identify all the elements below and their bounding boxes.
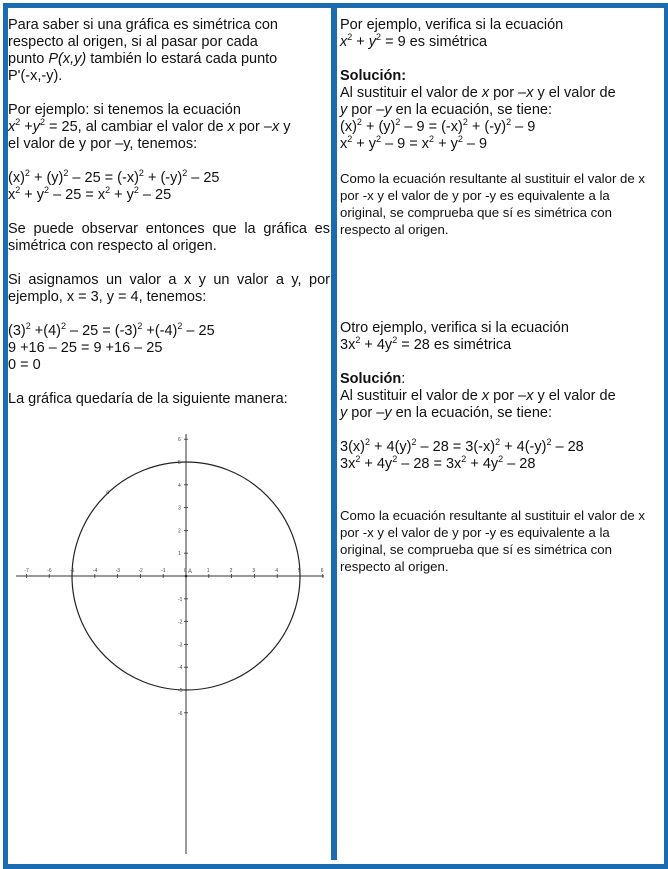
- x-tick-label: -7: [24, 568, 29, 574]
- circle-graph: [8, 430, 326, 858]
- x-tick-label: 4: [275, 568, 278, 574]
- y-tick-label: 6: [178, 437, 181, 444]
- solution1-title: Solución:: [340, 68, 407, 84]
- circle-graph-svg: [8, 430, 326, 858]
- y-tick-label: -1: [178, 596, 183, 603]
- graph-caption: La gráfica quedaría de la siguiente manera:: [8, 391, 288, 407]
- y-tick-label: -2: [178, 619, 183, 626]
- y-tick-label: 3: [178, 505, 181, 512]
- circle-label: c: [106, 489, 110, 496]
- x-tick-label: 0: [184, 568, 187, 574]
- origin-point: [185, 575, 188, 578]
- x-tick-label: -1: [161, 568, 166, 574]
- y-tick-label: 1: [178, 551, 181, 558]
- numeric-equation-2: 9 +16 – 25 = 9 +16 – 25: [8, 340, 163, 356]
- solution2-title: Solución:: [340, 371, 406, 387]
- y-tick-label: -5: [178, 688, 183, 694]
- y-tick-label: -6: [178, 710, 183, 717]
- x-tick-label: -4: [92, 568, 98, 574]
- symmetry-equation-1: $(x)^2 + (y)^2 - 25 = (-x)^2 + (-y)^2 - 25$: [8, 168, 220, 186]
- y-tick-label: -4: [178, 665, 183, 672]
- x-tick-label: 5: [298, 568, 301, 574]
- solution2-equation-1: $3(x)^2 + 4(y)^2 - 28 = 3(-x)^2 + 4(-y)^2 - 28$: [340, 437, 584, 455]
- example-paragraph: Por ejemplo: si tenemos la ecuación $x^2 +y^2 = 25$, al cambiar el valor de x por –x y el valor de y por –y, tenemos:: [8, 102, 291, 152]
- example1-intro: Por ejemplo, verifica si la ecuación $x^2 + y^2 = 9$ es simétrica: [340, 17, 564, 50]
- assign-values-paragraph: Si asignamos un valor a x y un valor a y, por ejemplo, x = 3, y = 4, tenemos:: [8, 272, 330, 305]
- x-tick-label: 2: [229, 568, 233, 574]
- solution1-equation-2: $x^2 + y^2 - 9 = x^2 + y^2 - 9$: [340, 134, 488, 152]
- solution2-text: Al sustituir el valor de x por –x y el valor de y por –y en la ecuación, se tiene:: [340, 388, 616, 421]
- example2-intro: Otro ejemplo, verifica si la ecuación $3x^2 + 4y^2 = 28$ es simétrica: [340, 320, 569, 353]
- x-tick-label: -5: [70, 568, 75, 574]
- conclusion1: Como la ecuación resultante al sustituir el valor de x por -x y el valor de y por -y es equivalente a la original, se comprueba que sí es simétrica con respecto al origen.: [340, 171, 645, 237]
- right-column: [340, 8, 658, 860]
- numeric-equation-3: 0 = 0: [8, 357, 41, 373]
- numeric-equation-1: $(3)^2 +(4)^2 - 25 = (-3)^2 +(-4)^2 - 25$: [8, 321, 215, 339]
- solution1-text: Al sustituir el valor de x por –x y el valor de y por –y en la ecuación, se tiene:: [340, 85, 616, 118]
- solution2-equation-2: $3x^2 + 4y^2 - 28 = 3x^2 + 4y^2 - 28$: [340, 454, 536, 472]
- solution1-equation-1: $(x)^2 + (y)^2 - 9 = (-x)^2 + (-y)^2 - 9$: [340, 117, 536, 135]
- x-tick-label: -2: [138, 568, 143, 574]
- observation-paragraph: Se puede observar entonces que la gráfica es simétrica con respecto al origen.: [8, 221, 330, 254]
- y-tick-label: 2: [178, 528, 181, 535]
- symmetry-equation-2: $x^2 + y^2 - 25 = x^2 + y^2 - 25$: [8, 185, 172, 203]
- y-tick-label: 5: [178, 460, 181, 466]
- origin-label: A: [188, 569, 193, 575]
- conclusion2: Como la ecuación resultante al sustituir el valor de x por -x y el valor de y por -y es equivalente a la original, se comprueba que sí es simétrica con respecto al origen.: [340, 508, 645, 574]
- x-tick-label: 1: [206, 568, 210, 574]
- intro-paragraph: Para saber si una gráfica es simétrica con respecto al origen, si al pasar por cada punto P(x,y) también lo estará cada punto P'(-x,-y).: [8, 17, 278, 84]
- y-tick-label: 4: [178, 482, 181, 489]
- x-tick-label: 6: [320, 568, 324, 574]
- y-tick-label: -3: [178, 642, 183, 649]
- x-tick-label: -6: [47, 568, 52, 574]
- x-tick-label: 3: [252, 568, 256, 574]
- x-tick-label: -3: [115, 568, 121, 574]
- column-divider: [331, 8, 337, 860]
